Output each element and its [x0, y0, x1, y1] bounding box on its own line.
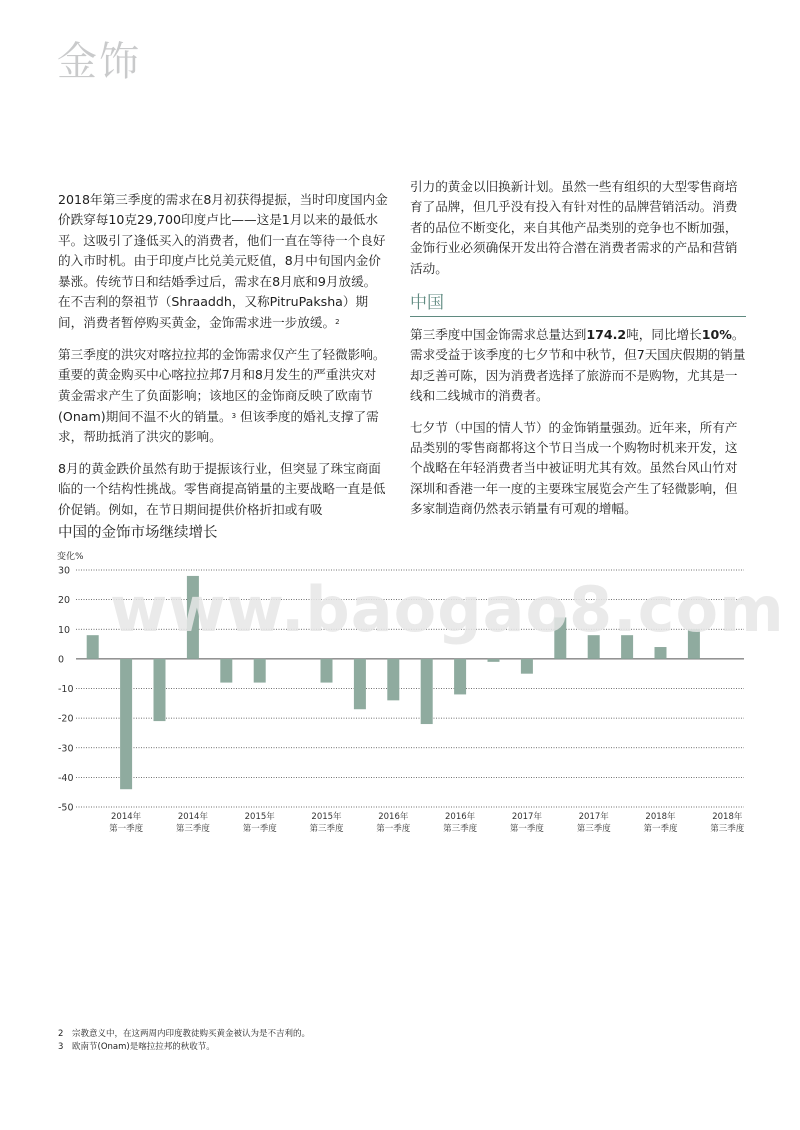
- bar-2018Q1: [655, 647, 667, 659]
- paragraph: [410, 325, 746, 407]
- y-tick-label: -30: [58, 743, 74, 755]
- bar-2015Q4: [354, 659, 366, 709]
- y-tick-label: 30: [58, 565, 71, 577]
- x-tick-label-year: 2014年: [111, 812, 142, 822]
- bar-2017Q3: [588, 635, 600, 659]
- y-tick-label: -50: [58, 802, 74, 814]
- x-tick-label-quarter: 第三季度: [710, 824, 745, 834]
- x-tick-label-quarter: 第三季度: [175, 824, 210, 834]
- paragraph: [58, 190, 388, 334]
- footnote: 3 欧南节(Onam)是喀拉拉邦的秋收节。: [58, 1042, 215, 1052]
- footnotes: [58, 1028, 310, 1054]
- paragraph: 8月的黄金跌价虽然有助于提振该行业，但突显了珠宝商面临的一个结构性挑战。零售商提高销量的主要战略一直是低价促销。例如，在节日期间提供价格折扣或有吸: [58, 460, 386, 517]
- y-tick-label: -40: [58, 772, 74, 784]
- bar-2018Q2: [688, 629, 700, 659]
- paragraph-text: 2018年第三季度的需求在8月初获得提振，当时印度国内金价跌穿每10克29,700印度卢比——这是1月以来的最低水平。这吸引了逢低买入的消费者，他们一直在等待一个良好的入市时机。由于印度卢比兑美元贬值，8月中旬国内金价暴涨。传统节日和结婚季过后，需求在8月底和9月放缓。在不吉利的祭祖节（Shraaddh，又称PitruPaksha）期间，消费者暂停购买黄金，金饰需求进一步放缓。: [58, 192, 388, 331]
- page-title: 金饰: [57, 39, 141, 85]
- bar-2014Q1: [120, 659, 132, 789]
- left-column: [58, 190, 388, 531]
- paragraph: 七夕节（中国的情人节）的金饰销量强劲。近年来，所有产品类别的零售商都将这个节日当成一个购物时机来开发，这个战略在年轻消费者当中被证明尤其有效。虽然台风山竹对深圳和香港一年一度的主要珠宝展览会产生了轻微影响，但多家制造商仍然表示销量有可观的增幅。: [410, 419, 738, 517]
- section-heading: 中国: [410, 291, 746, 317]
- x-tick-label-year: 2018年: [645, 812, 676, 822]
- bar-2017Q2: [554, 617, 566, 658]
- paragraph-text: 但该季度的婚礼支撑了需求，帮助抵消了洪灾的影响。: [58, 409, 379, 445]
- bar-2015Q3: [321, 659, 333, 683]
- x-tick-label-year: 2017年: [578, 812, 609, 822]
- highlight-value: 174.2: [586, 327, 627, 343]
- bar-chart: [0, 545, 800, 845]
- y-tick-label: 20: [58, 595, 71, 607]
- y-tick-label: -10: [58, 684, 74, 695]
- x-tick-label-quarter: 第三季度: [443, 824, 478, 834]
- bar-2016Q3: [454, 659, 466, 695]
- paragraph-text: 第三季度中国金饰需求总量达到: [410, 327, 587, 343]
- right-column: [410, 177, 746, 531]
- x-tick-label-quarter: 第三季度: [309, 824, 344, 834]
- highlight-value: 10%: [701, 327, 732, 343]
- x-tick-label-quarter: 第一季度: [242, 824, 277, 834]
- bar-2014Q3: [187, 576, 199, 659]
- x-tick-label-year: 2016年: [445, 812, 476, 822]
- paragraph: 引力的黄金以旧换新计划。虽然一些有组织的大型零售商培育了品牌，但几乎没有投入有针对性的品牌营销活动。消费者的品位不断变化，来自其他产品类别的竞争也不断加强，金饰行业必须确保开发出符合潜在消费者需求的产品和营销活动。: [410, 179, 738, 276]
- chart-title: 中国的金饰市场继续增长: [58, 525, 218, 541]
- bar-2014Q4: [220, 659, 232, 683]
- footnote-ref: 3: [231, 412, 237, 421]
- bar-2015Q1: [254, 659, 266, 683]
- y-axis-label: 变化%: [57, 552, 84, 562]
- y-tick-label: -20: [58, 713, 74, 725]
- bar-2016Q4: [488, 659, 500, 662]
- x-tick-label-quarter: 第一季度: [509, 824, 544, 834]
- footnote-ref: 2: [335, 318, 340, 327]
- x-tick-label-year: 2014年: [177, 812, 208, 822]
- paragraph-text: 吨，同比增长: [626, 327, 702, 343]
- paragraph-text: 第三季度的洪灾对喀拉拉邦的金饰需求仅产生了轻微影响。重要的黄金购买中心喀拉拉邦7月和8月发生的严重洪灾对黄金需求产生了负面影响；该地区的金饰商反映了欧南节(Onam)期间不温不火的销量。: [58, 346, 386, 425]
- bar-2014Q2: [154, 659, 166, 721]
- x-tick-label-year: 2015年: [244, 812, 275, 822]
- bar-2017Q1: [521, 659, 533, 674]
- bar-2013Q4: [87, 635, 99, 659]
- x-tick-label-year: 2018年: [712, 812, 743, 822]
- watermark: www.baogao8.com: [110, 573, 785, 646]
- footnote: 2 宗教意义中，在这两周内印度教徒购买黄金被认为是不吉利的。: [58, 1029, 311, 1039]
- paragraph-text: 。需求受益于该季度的七夕节和中秋节，但7天国庆假期的销量却乏善可陈，因为消费者选择了旅游而不是购物，尤其是一线和二线城市的消费者。: [410, 327, 746, 404]
- x-tick-label-year: 2016年: [378, 812, 409, 822]
- x-tick-label-quarter: 第三季度: [576, 824, 611, 834]
- bar-2017Q4: [621, 635, 633, 659]
- y-tick-label: 10: [58, 624, 71, 636]
- x-tick-label-year: 2015年: [311, 812, 342, 822]
- bar-2016Q2: [421, 659, 433, 724]
- y-tick-label: 0: [58, 654, 65, 666]
- x-tick-label-quarter: 第一季度: [643, 824, 678, 834]
- x-tick-label-quarter: 第一季度: [109, 824, 144, 834]
- x-tick-label-year: 2017年: [511, 812, 542, 822]
- paragraph: [58, 345, 388, 448]
- x-tick-label-quarter: 第一季度: [376, 824, 411, 834]
- bar-2016Q1: [387, 659, 399, 700]
